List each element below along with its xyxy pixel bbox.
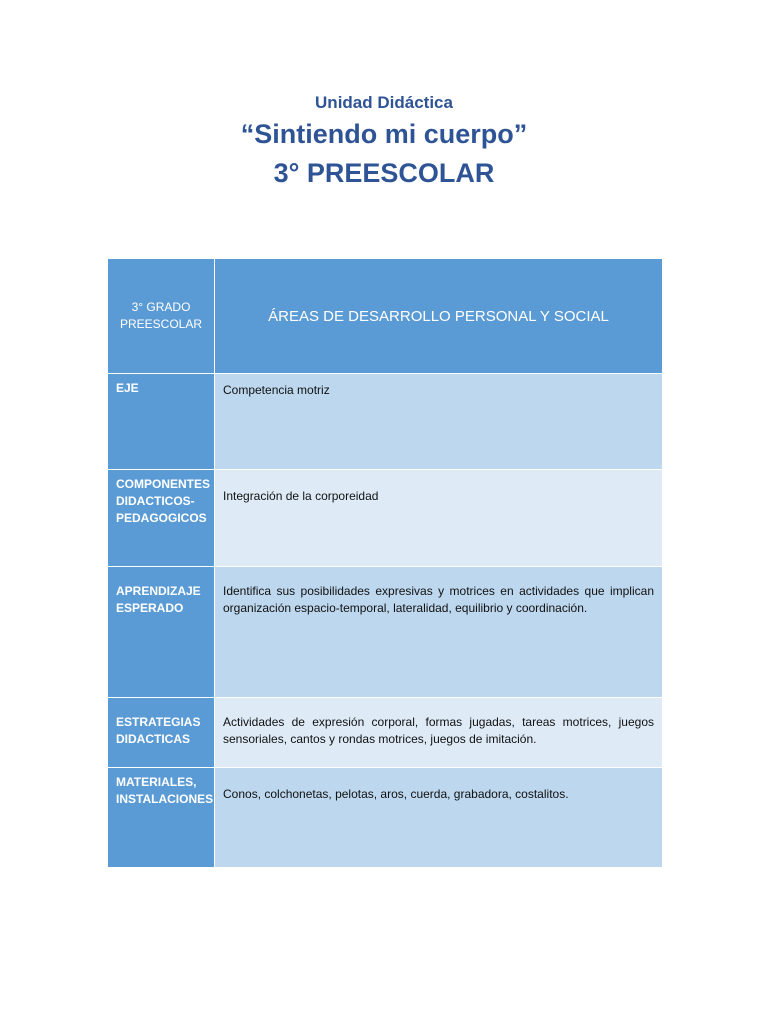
row-value-estrategias: Actividades de expresión corporal, formas jugadas, tareas motrices, juegos sensoriales, cantos y rondas motrices, juegos de imitación.: [223, 715, 654, 746]
row-label-cell: [108, 470, 215, 567]
row-label-materiales: MATERIALES, INSTALACIONES: [116, 775, 214, 806]
table-row-aprendizaje: [108, 567, 663, 698]
table-header-row: [108, 259, 663, 374]
row-value-componentes: Integración de la corporeidad: [223, 489, 379, 503]
row-label-cell: [108, 374, 215, 470]
header-grade-label: 3° GRADO PREESCOLAR: [119, 300, 203, 331]
header-grade-cell: [108, 259, 215, 374]
row-label-estrategias: ESTRATEGIAS DIDACTICAS: [116, 715, 201, 746]
header-title-cell: [215, 259, 663, 374]
document-subtitle: Unidad Didáctica: [315, 93, 453, 112]
row-label-cell: [108, 567, 215, 698]
row-value-cell: [215, 768, 663, 868]
table-row-estrategias: [108, 698, 663, 768]
row-label-componentes: COMPONENTES DIDACTICOS-PEDAGOGICOS: [116, 477, 211, 525]
header-area-title: ÁREAS DE DESARROLLO PERSONAL Y SOCIAL: [268, 307, 609, 325]
row-label-cell: [108, 768, 215, 868]
row-value-eje: Competencia motriz: [223, 383, 330, 397]
document-grade: 3° PREESCOLAR: [273, 158, 495, 188]
row-value-cell: [215, 470, 663, 567]
row-value-cell: [215, 567, 663, 698]
row-value-materiales: Conos, colchonetas, pelotas, aros, cuerda, grabadora, costalitos.: [223, 787, 569, 801]
row-label-eje: EJE: [116, 381, 139, 395]
table-row-materiales: [108, 768, 663, 868]
row-label-cell: [108, 698, 215, 768]
didactic-unit-table: [107, 258, 663, 868]
row-value-cell: [215, 374, 663, 470]
row-value-cell: [215, 698, 663, 768]
row-label-aprendizaje: APRENDIZAJE ESPERADO: [116, 584, 201, 615]
row-value-aprendizaje: Identifica sus posibilidades expresivas y motrices en actividades que implican organización espacio-temporal, lateralidad, equilibrio y coordinación.: [223, 584, 654, 615]
table-row-eje: [108, 374, 663, 470]
table-row-componentes: [108, 470, 663, 567]
document-title: “Sintiendo mi cuerpo”: [240, 119, 528, 149]
